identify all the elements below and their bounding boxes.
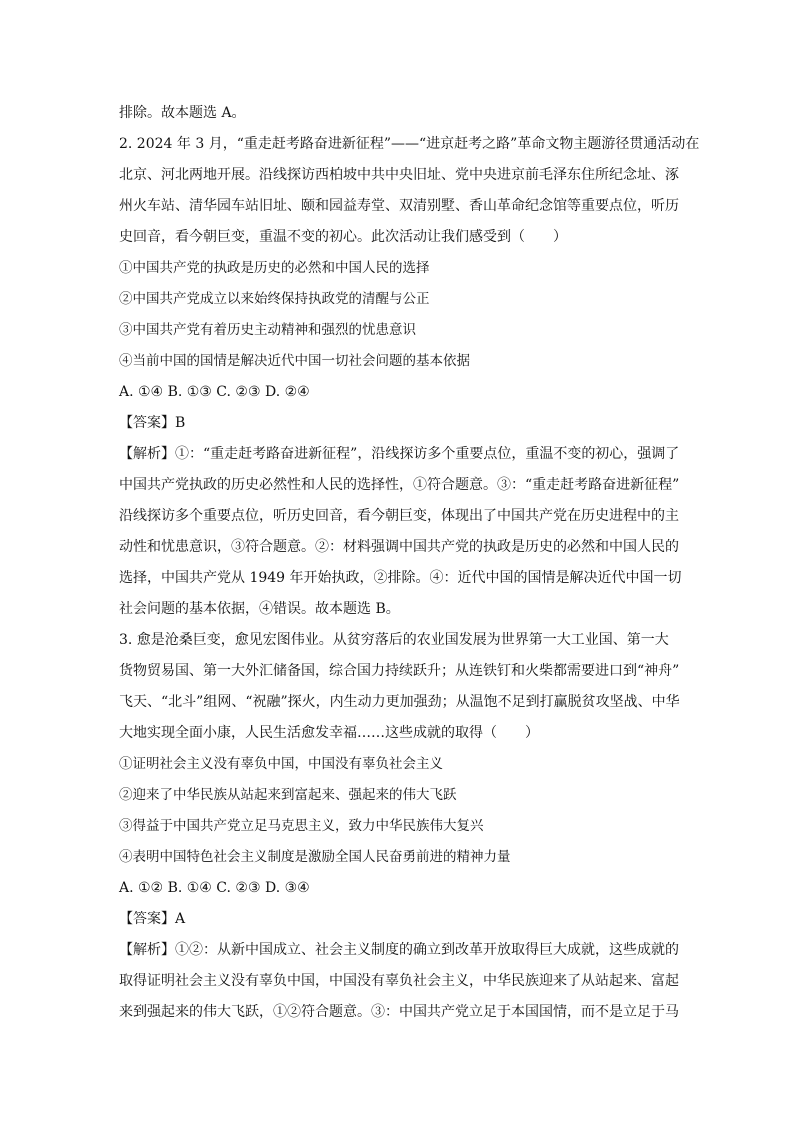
- text-line: 动性和忧患意识，③符合题意。②：材料强调中国共产党的执政是历史的必然和中国人民的: [119, 539, 679, 555]
- analysis-line: 【解析】①②：从新中国成立、社会主义制度的确立到改革开放取得巨大成就，这些成就的: [119, 942, 679, 958]
- text-line: 排除。故本题选 A。: [119, 105, 246, 121]
- answer-options: A. ①② B. ①④ C. ②③ D. ③④: [119, 880, 310, 896]
- answer-label: 【答案】A: [119, 911, 186, 927]
- text-line: 取得证明社会主义没有辜负中国，中国没有辜负社会主义，中华民族迎来了从站起来、富起: [119, 973, 679, 989]
- question-2-stem: 2. 2024 年 3 月，“重走赶考路奋进新征程”——“进京赶考之路”革命文物主题游径贯通活动在: [119, 136, 700, 152]
- text-line: 选择，中国共产党从 1949 年开始执政，②排除。④：近代中国的国情是解决近代中国一切: [119, 570, 682, 586]
- text-line: 州火车站、清华园车站旧址、颐和园益寿堂、双清别墅、香山革命纪念馆等重要点位，听历: [119, 198, 679, 214]
- text-line: 飞天、“北斗”组网、“祝融”探火，内生动力更加强劲；从温饱不足到打赢脱贫攻坚战、中华: [119, 694, 680, 710]
- statement-2: ②中国共产党成立以来始终保持执政党的清醒与公正: [119, 291, 430, 307]
- text-line: 沿线探访多个重要点位，听历史回音，看今朝巨变，体现出了中国共产党在历史进程中的主: [119, 508, 679, 524]
- text-line: 货物贸易国、第一大外汇储备国，综合国力持续跃升；从连铁钉和火柴都需要进口到“神舟”: [119, 663, 680, 679]
- answer-options: A. ①④ B. ①③ C. ②③ D. ②④: [119, 384, 310, 400]
- statement-2: ②迎来了中华民族从站起来到富起来、强起来的伟大飞跃: [119, 787, 457, 803]
- text-line: 大地实现全面小康，人民生活愈发幸福……这些成就的取得（ ）: [119, 725, 539, 741]
- statement-3: ③得益于中国共产党立足马克思主义，致力中华民族伟大复兴: [119, 818, 484, 834]
- statement-3: ③中国共产党有着历史主动精神和强烈的忧患意识: [119, 322, 416, 338]
- analysis-line: 【解析】①：“重走赶考路奋进新征程”，沿线探访多个重要点位，重温不变的初心，强调了: [119, 446, 680, 462]
- question-3-stem: 3. 愈是沧桑巨变，愈见宏图伟业。从贫穷落后的农业国发展为世界第一大工业国、第一大: [119, 632, 669, 648]
- text-line: 来到强起来的伟大飞跃，①②符合题意。③：中国共产党立足于本国国情，而不是立足于马: [119, 1004, 679, 1020]
- text-line: 北京、河北两地开展。沿线探访西柏坡中共中央旧址、党中央进京前毛泽东住所纪念址、涿: [119, 167, 679, 183]
- statement-4: ④当前中国的国情是解决近代中国一切社会问题的基本依据: [119, 353, 470, 369]
- statement-4: ④表明中国特色社会主义制度是激励全国人民奋勇前进的精神力量: [119, 849, 511, 865]
- answer-label: 【答案】B: [119, 415, 186, 431]
- statement-1: ①中国共产党的执政是历史的必然和中国人民的选择: [119, 260, 430, 276]
- text-line: 中国共产党执政的历史必然性和人民的选择性，①符合题意。③：“重走赶考路奋进新征程”: [119, 477, 680, 493]
- text-line: 史回音，看今朝巨变，重温不变的初心。此次活动让我们感受到（ ）: [119, 229, 567, 245]
- text-line: 社会问题的基本依据，④错误。故本题选 B。: [119, 601, 400, 617]
- statement-1: ①证明社会主义没有辜负中国，中国没有辜负社会主义: [119, 756, 443, 772]
